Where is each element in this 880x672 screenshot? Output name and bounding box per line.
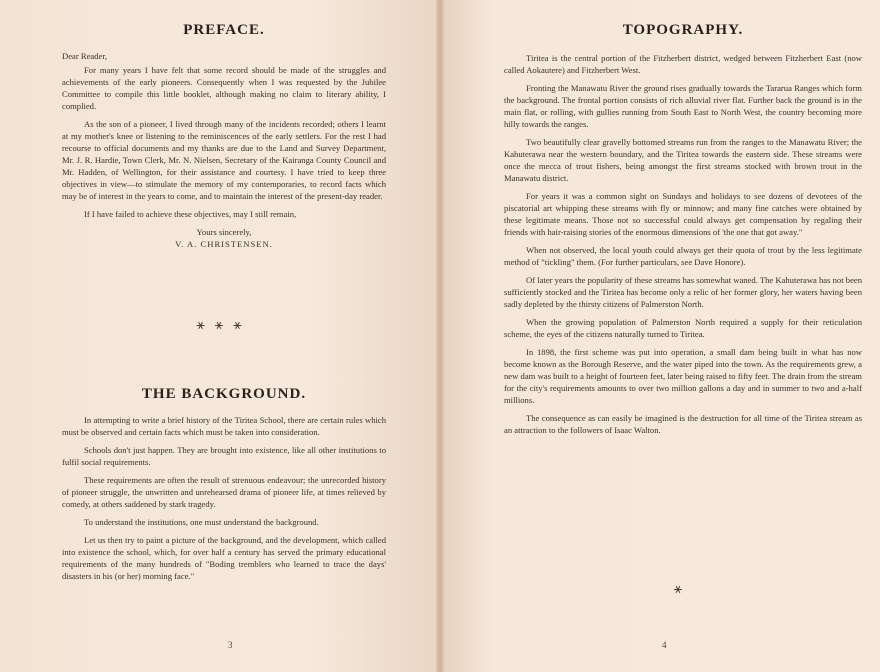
topography-paragraph: When the growing population of Palmerston North required a supply for their reticulation scheme, the eyes of the citizens naturally turned to Tiritea. [504,317,862,339]
book-gutter [436,0,444,672]
ornament-divider: ⚹⚹⚹ [196,318,252,333]
topography-heading: TOPOGRAPHY. [622,22,744,38]
topography-paragraph: For years it was a common sight on Sundays and holidays to see dozens of devotees of the piscatorial art whipping these streams with fly or minnow; and many fine catches were obtained by these legitimate means. Those not so successful could always get compensation by regaling their friends with hair-raising stories of the enormous dimensions of 'the one that got away." [504,191,862,237]
closing-line: Yours sincerely, [196,227,252,237]
salutation: Dear Reader, [62,51,107,61]
topography-paragraph: Of later years the popularity of these streams has somewhat waned. The Kahuterawa has not been sufficiently stocked and the Tiritea has become only a relic of her former glory, her waters having been sadly depleted by the thirsty citizens of Palmerston North. [504,275,862,309]
preface-paragraph: If I have failed to achieve these objectives, may I still remain, [84,209,297,219]
background-paragraph: To understand the institutions, one must understand the background. [84,517,319,527]
background-paragraph: In attempting to write a brief history of the Tiritea School, there are certain rules which must be observed and certain facts which must be taken into consideration. [62,415,386,437]
background-body [62,414,386,588]
ornament-divider: ⚹ [673,582,693,597]
page-number: 3 [228,640,233,650]
preface-paragraph: As the son of a pioneer, I lived through many of the incidents recorded; others I learnt at my mother's knee or listening to the reminiscences of the early settlers. For the rest I had recourse to official documents and my thanks are due to the Land and Survey Department, Mr. J. R. Hardie, Town Clerk, Mr. N. Nielsen, Secretary of the Kairanga County Council and Mr. Hadden, of Wellington, for their assistance and courtesy. I have tried to keep three objectives in view—to stimulate the memory of my contemporaries, to record facts which may be of interest in the years to come, and to maintain the interest of the present-day reader. [62,119,386,201]
right-page [440,0,880,672]
background-paragraph: These requirements are often the result of strenuous endeavour; the unrecorded history of pioneer struggle, the unwritten and unrehearsed drama of pioneer life, at times relieved by comedy, at others saddened by stark tragedy. [62,475,386,509]
signature: V. A. CHRISTENSEN. [175,239,273,249]
background-paragraph: Let us then try to paint a picture of the background, and the development, which called into existence the school, which, for over half a century has served the primary educational requirements of the many hundreds of "Boding tremblers who learned to trace the days' disasters in his (or her) morning face." [62,535,386,581]
preface-heading: PREFACE. [183,22,265,38]
page-number: 4 [662,640,667,650]
preface-paragraph: For many years I have felt that some record should be made of the struggles and achievements of the early pioneers. Consequently when I was requested by the Jubilee Committee to compile this little booklet, although making no claim to literary ability, I complied. [62,65,386,111]
topography-paragraph: The consequence as can easily be imagined is the destruction for all time of the Tiritea stream as an attraction to the followers of Isaac Walton. [504,413,862,435]
topography-paragraph: Fronting the Manawatu River the ground rises gradually towards the Tararua Ranges which form the background. The frontal portion consists of rich alluvial river flat. Further back the ground is in the main flat, or rolling, with gullies running from South East to North West, the country becoming more hilly towards the ranges. [504,83,862,129]
preface-body [62,50,386,250]
background-paragraph: Schools don't just happen. They are brought into existence, like all other institutions to fulfil social requirements. [62,445,386,467]
topography-paragraph: Two beautifully clear gravelly bottomed streams run from the ranges to the Manawatu River; the Kahuterawa near the western boundary, and the Tiritea towards the eastern side. These streams were once the mecca of trout fishers, being amongst the first streams stocked with brown trout in the Manawatu district. [504,137,862,183]
topography-body [504,52,862,442]
topography-paragraph: Tiritea is the central portion of the Fitzherbert district, wedged between Fitzherbert East (now called Aokautere) and Fitzherbert West. [504,53,862,75]
topography-paragraph: In 1898, the first scheme was put into operation, a small dam being built in what has now become known as the Borough Reserve, and the water piped into the town. As the requirements grew, a new dam was built to a height of fourteen feet, later being raised to fifty feet. The drain from the stream for the city's requirements amounts to over two million gallons a day and in summer to two and a-half millions. [504,347,862,405]
topography-paragraph: When not observed, the local youth could always get their quota of trout by the less legitimate method of "tickling" them. (For further particulars, see Dave Honore). [504,245,862,267]
background-heading: THE BACKGROUND. [141,386,307,402]
